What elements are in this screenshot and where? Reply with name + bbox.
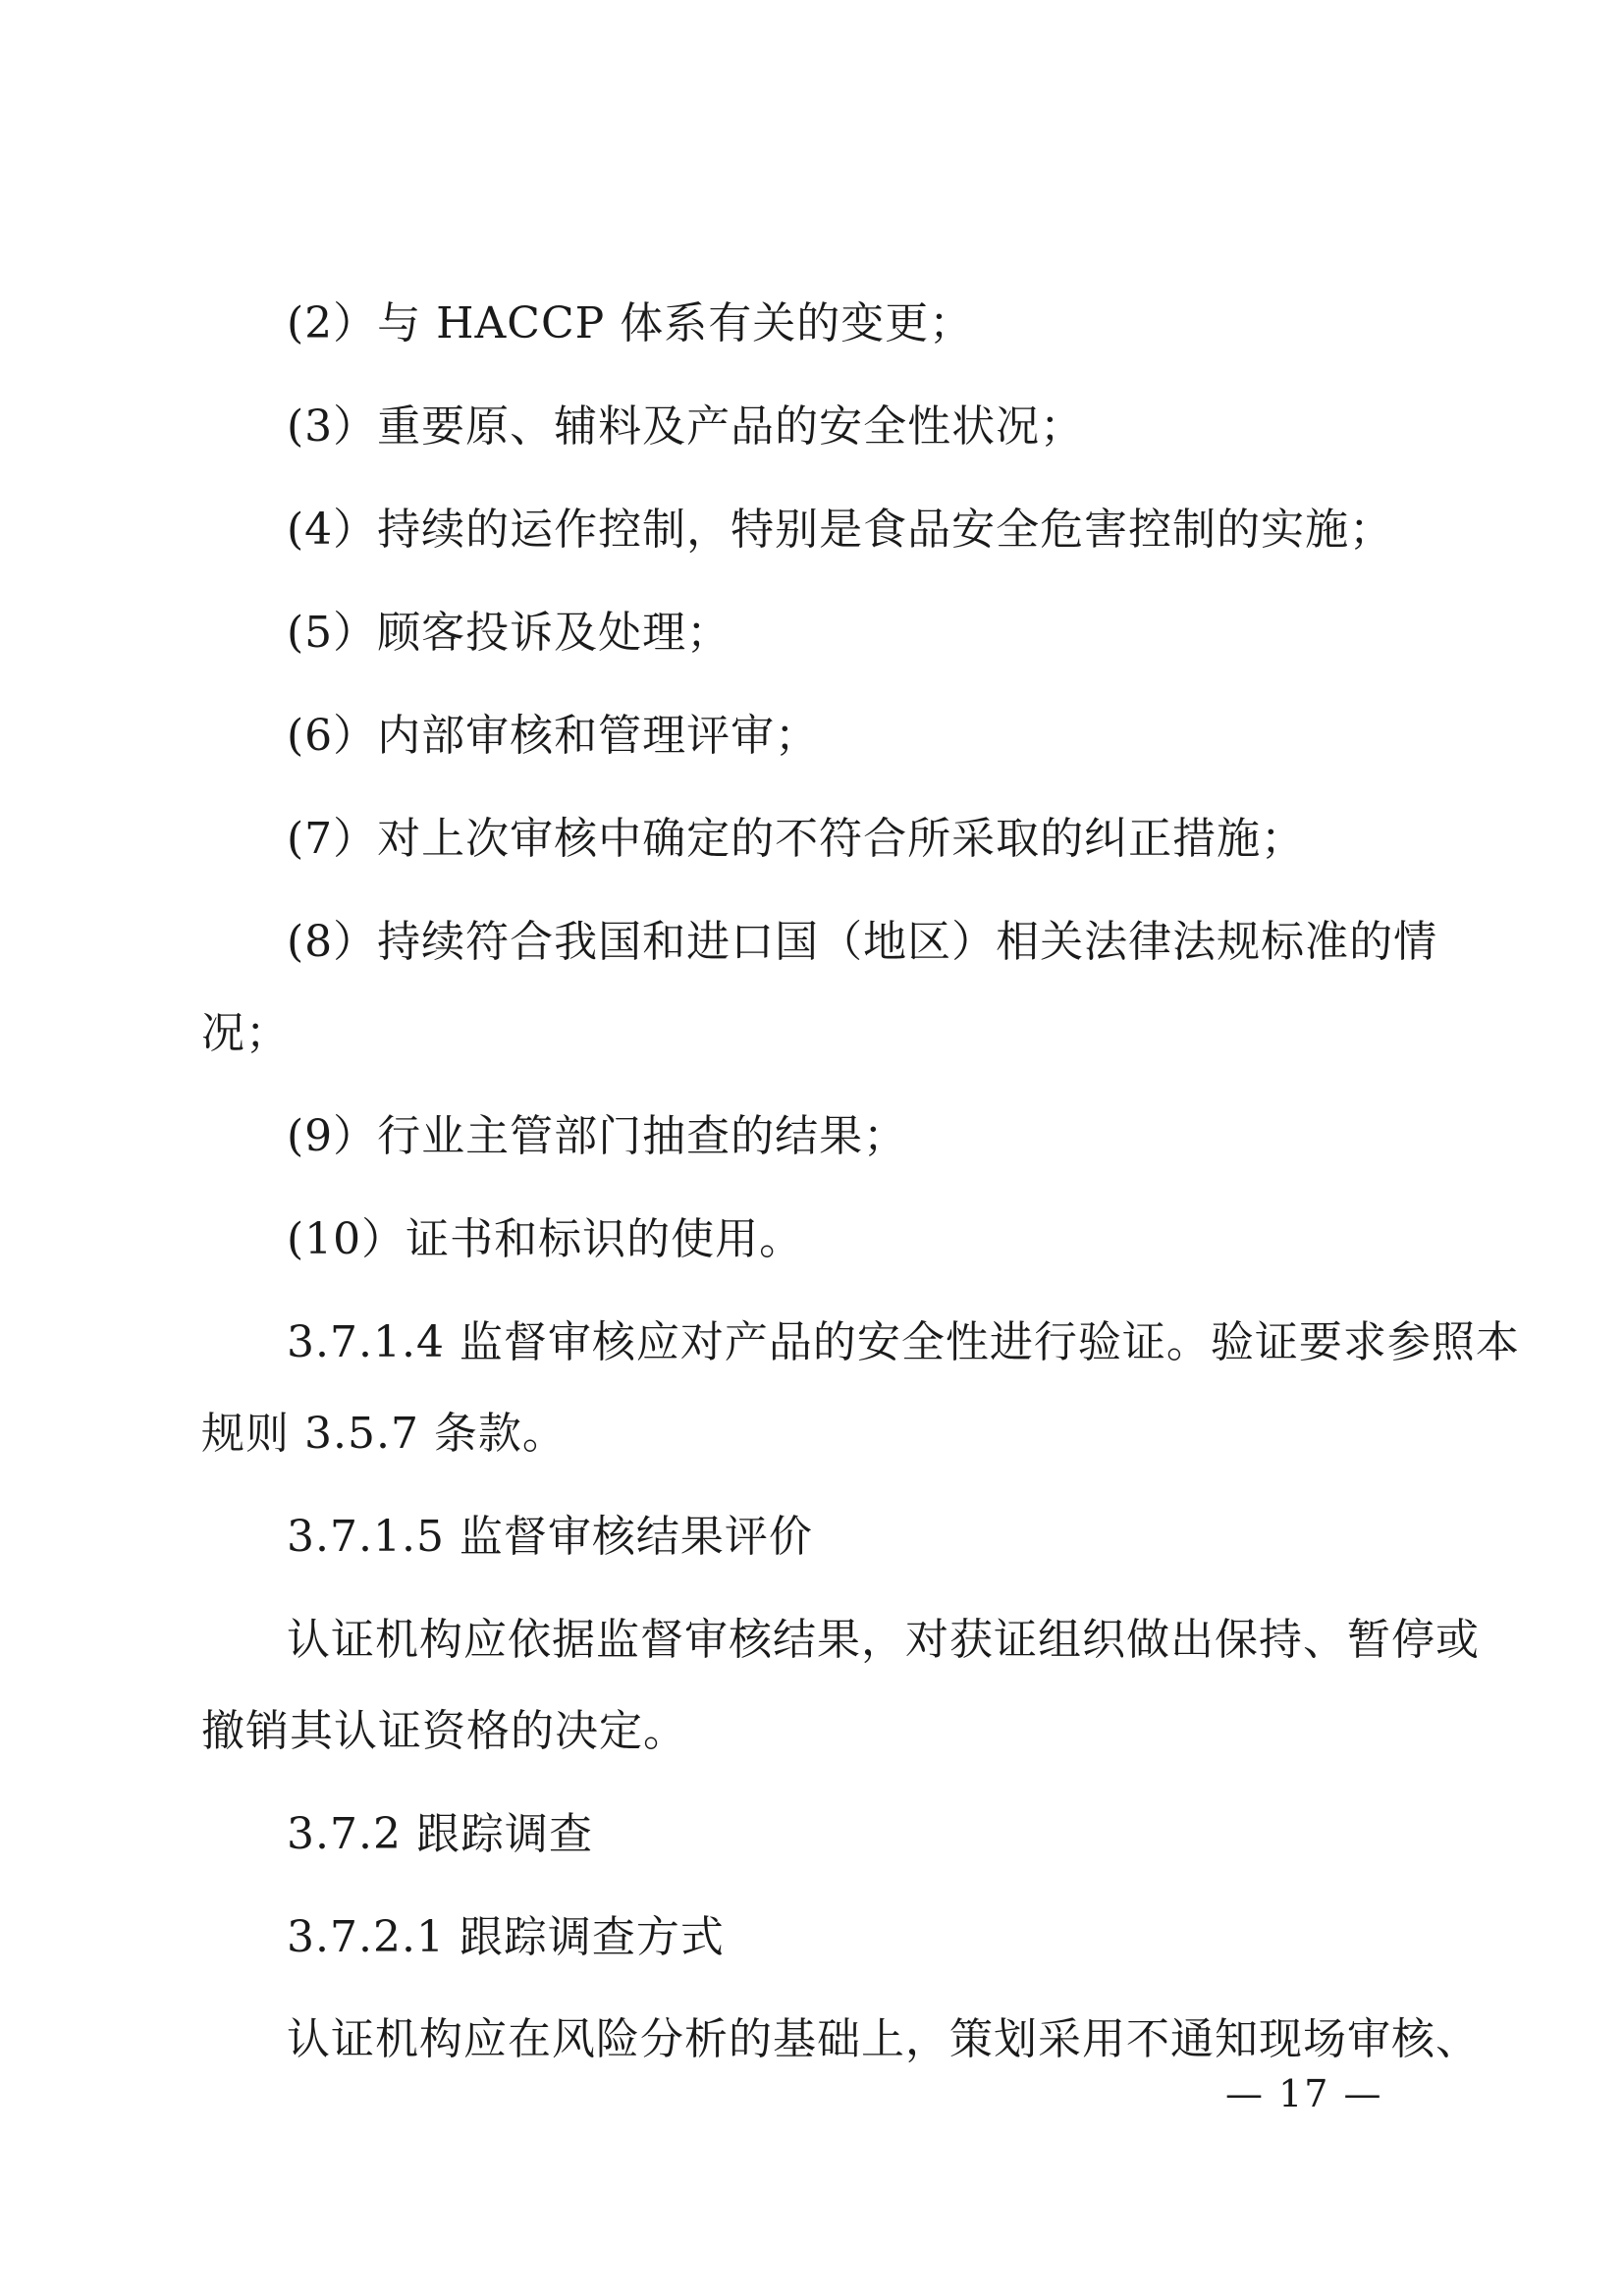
list-item-7: (7）对上次审核中确定的不符合所采取的纠正措施； <box>287 814 1306 864</box>
list-item-6: (6）内部审核和管理评审； <box>287 711 820 761</box>
paragraph-tracking: 认证机构应在风险分析的基础上，策划采用不通知现场审核、 <box>287 2014 1480 2064</box>
list-item-3: (3）重要原、辅料及产品的安全性状况； <box>287 401 1085 452</box>
paragraph-evaluation-continuation: 撤销其认证资格的决定。 <box>201 1706 687 1756</box>
list-item-8: (8）持续符合我国和进口国（地区）相关法律法规标准的情 <box>287 917 1438 967</box>
heading-3-7-1-5: 3.7.1.5 监督审核结果评价 <box>287 1512 813 1562</box>
list-item-8-continuation: 况； <box>201 1008 290 1058</box>
list-item-2: (2）与 HACCP 体系有关的变更； <box>287 298 974 348</box>
heading-3-7-2-1: 3.7.2.1 跟踪调查方式 <box>287 1912 725 1962</box>
list-item-4: (4）持续的运作控制，特别是食品安全危害控制的实施； <box>287 505 1394 555</box>
clause-3-7-1-4-continuation: 规则 3.5.7 条款。 <box>201 1409 567 1459</box>
paragraph-evaluation: 认证机构应依据监督审核结果，对获证组织做出保持、暂停或 <box>287 1615 1480 1665</box>
clause-3-7-1-4: 3.7.1.4 监督审核应对产品的安全性进行验证。验证要求参照本 <box>287 1317 1520 1367</box>
list-item-10: (10）证书和标识的使用。 <box>287 1214 804 1264</box>
heading-3-7-2: 3.7.2 跟踪调查 <box>287 1809 593 1859</box>
page-number: — 17 — <box>1225 2072 1383 2115</box>
list-item-5: (5）顾客投诉及处理； <box>287 608 731 658</box>
list-item-9: (9）行业主管部门抽查的结果； <box>287 1111 908 1161</box>
